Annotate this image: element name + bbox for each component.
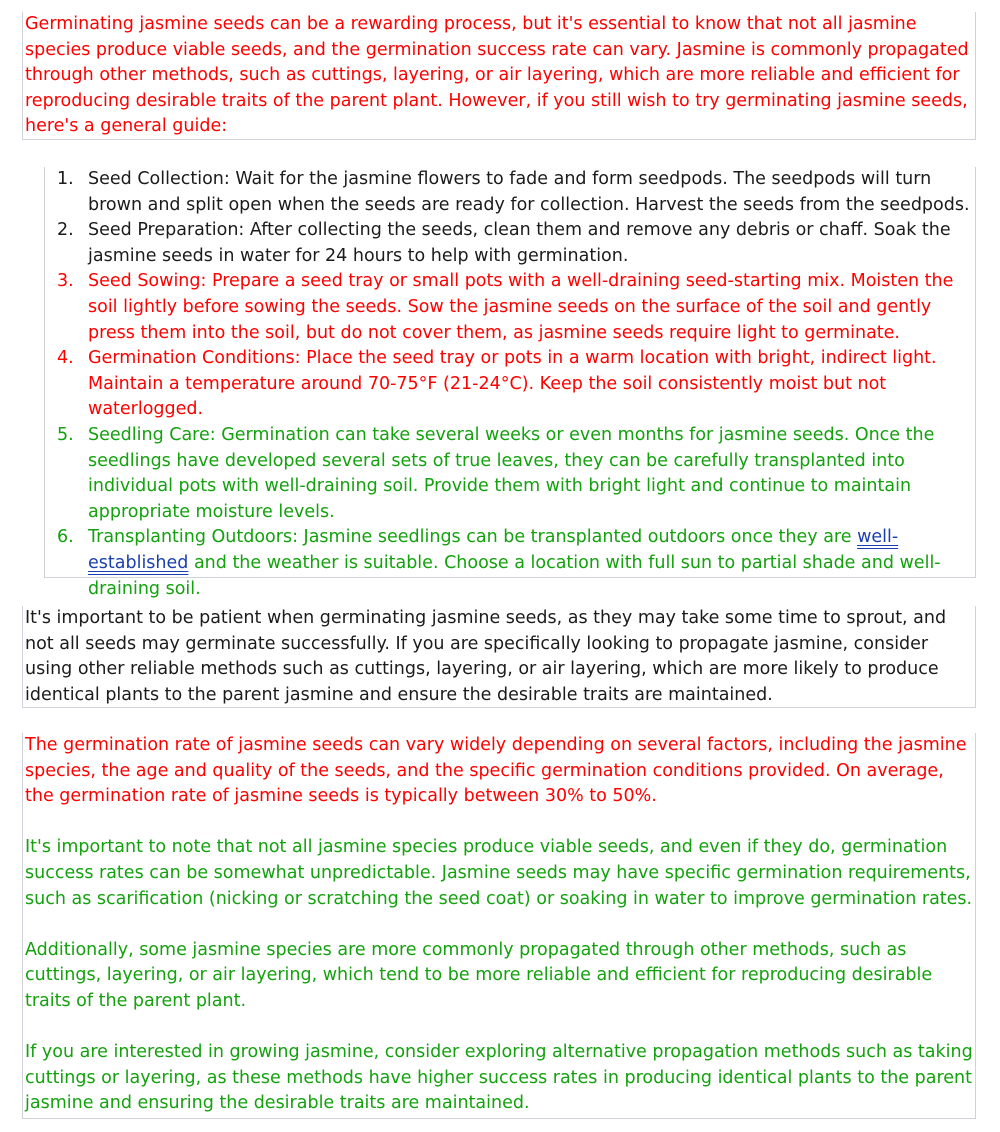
list-item	[45, 269, 975, 346]
intro-block	[22, 12, 976, 140]
list-number: 5.	[57, 424, 74, 445]
alternative-methods-paragraph: If you are interested in growing jasmine, consider exploring alternative propagation methods such as taking cuttings or layering, as these methods have higher success rates in producing identical plants to the parent jasmine and ensuring the desirable traits are maintained.	[25, 1042, 973, 1114]
intro-paragraph: Germinating jasmine seeds can be a rewarding process, but it's essential to know that not all jasmine species produce viable seeds, and the germination success rate can vary. Jasmine is commonly propagated through other methods, such as cuttings, layering, or air layering, which are more reliable and efficient for reproducing desirable traits of the parent plant. However, if you still wish to try germinating jasmine seeds, here's a general guide:	[25, 14, 969, 137]
germination-rate-paragraph: The germination rate of jasmine seeds can vary widely depending on several factors, including the jasmine species, the age and quality of the seeds, and the specific germination conditions provided. On average, the germination rate of jasmine seeds is typically between 30% to 50%.	[25, 735, 967, 807]
list-number: 4.	[57, 348, 74, 369]
list-number: 3.	[57, 271, 74, 292]
list-item-text: Germination Conditions: Place the seed tray or pots in a warm location with bright, indirect light. Maintain a temperature around 70-75°F (21-24°C). Keep the soil consistently moist but not waterlogged.	[88, 348, 937, 420]
list-item-text-start: Transplanting Outdoors: Jasmine seedlings can be transplanted outdoors once they are	[88, 527, 858, 548]
list-number: 1.	[57, 169, 74, 189]
list-item-text: Seed Sowing: Prepare a seed tray or small pots with a well-draining seed-starting mix. Moisten the soil lightly before sowing the seeds. Sow the jasmine seeds on the surface of the soil and gently press them into the soil, but do not cover them, as jasmine seeds require light to germinate.	[88, 271, 954, 343]
list-item-text: Seedling Care: Germination can take several weeks or even months for jasmine seeds. Once the seedlings have developed several sets of true leaves, they can be carefully transplanted into individual pots with well-draining soil. Provide them with bright light and continue to maintain appropriate moisture levels.	[88, 424, 935, 522]
germination-rate-block	[22, 733, 976, 1119]
list-item	[45, 525, 975, 602]
list-item-text: Seed Collection: Wait for the jasmine flowers to fade and form seedpods. The seedpods will turn brown and split open when the seeds are ready for collection. Harvest the seeds from the seedpods.	[88, 169, 970, 215]
patience-paragraph: It's important to be patient when germinating jasmine seeds, as they may take some time to sprout, and not all seeds may germinate successfully. If you are specifically looking to propagate jasmine, consider using other reliable methods such as cuttings, layering, or air layering, which are more likely to produce identical plants to the parent jasmine and ensure the desirable traits are maintained.	[25, 608, 947, 705]
list-item-text: Seed Preparation: After collecting the seeds, clean them and remove any debris or chaff. Soak the jasmine seeds in water for 24 hours to help with germination.	[88, 220, 951, 266]
viability-paragraph: It's important to note that not all jasmine species produce viable seeds, and even if they do, germination success rates can be somewhat unpredictable. Jasmine seeds may have specific germination requirements, such as scarification (nicking or scratching the seed coat) or soaking in water to improve germination rates.	[25, 837, 973, 909]
patience-note-block	[22, 606, 976, 708]
list-number: 6.	[57, 527, 74, 548]
list-number: 2.	[57, 220, 74, 241]
list-item	[45, 167, 975, 218]
list-item	[45, 423, 975, 525]
list-item-text-end: and the weather is suitable. Choose a location with full sun to partial shade and well-draining soil.	[88, 552, 941, 599]
well-established-link[interactable]: well-established	[88, 527, 899, 573]
steps-list	[45, 167, 975, 602]
steps-block	[44, 167, 976, 599]
propagation-paragraph: Additionally, some jasmine species are more commonly propagated through other methods, such as cuttings, layering, or air layering, which tend to be more reliable and efficient for reproducing desirable traits of the parent plant.	[25, 939, 933, 1011]
list-item	[45, 218, 975, 269]
list-item	[45, 346, 975, 423]
